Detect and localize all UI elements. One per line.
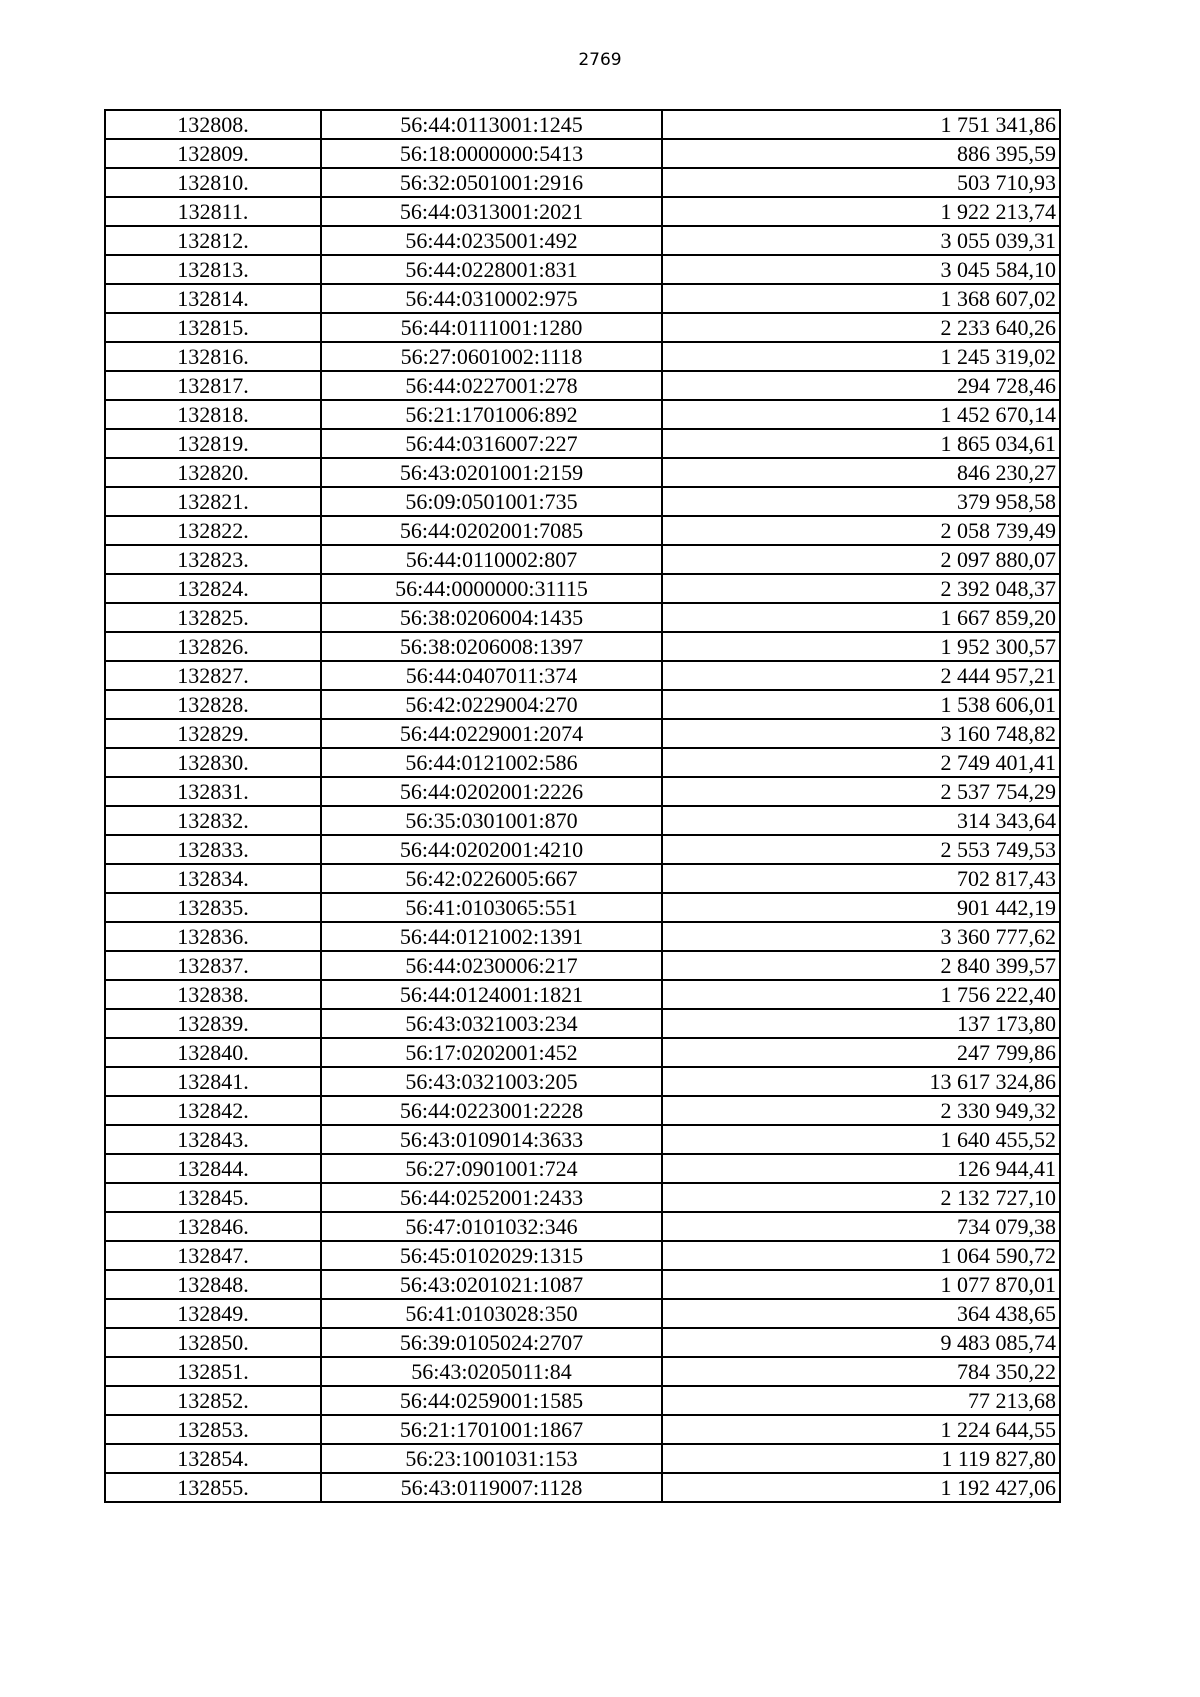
row-number-cell: 132839. — [105, 1009, 321, 1038]
row-number-cell: 132853. — [105, 1415, 321, 1444]
table-row — [105, 1415, 1060, 1444]
table-row — [105, 1067, 1060, 1096]
table-row — [105, 1038, 1060, 1067]
row-number-cell: 132848. — [105, 1270, 321, 1299]
row-number-cell: 132832. — [105, 806, 321, 835]
table-row — [105, 893, 1060, 922]
row-number-cell: 132836. — [105, 922, 321, 951]
cadastral-value-cell: 2 233 640,26 — [662, 313, 1060, 342]
table-row — [105, 429, 1060, 458]
cadastral-number-cell: 56:44:0202001:7085 — [321, 516, 662, 545]
table-row — [105, 1299, 1060, 1328]
cadastral-number-cell: 56:44:0000000:31115 — [321, 574, 662, 603]
cadastral-number-cell: 56:09:0501001:735 — [321, 487, 662, 516]
cadastral-number-cell: 56:43:0321003:234 — [321, 1009, 662, 1038]
table-row — [105, 661, 1060, 690]
cadastral-number-cell: 56:27:0901001:724 — [321, 1154, 662, 1183]
table-row — [105, 1328, 1060, 1357]
cadastral-value-cell: 2 840 399,57 — [662, 951, 1060, 980]
cadastral-number-cell: 56:43:0201021:1087 — [321, 1270, 662, 1299]
table-row — [105, 284, 1060, 313]
cadastral-number-cell: 56:44:0227001:278 — [321, 371, 662, 400]
cadastral-number-cell: 56:44:0252001:2433 — [321, 1183, 662, 1212]
table-row — [105, 603, 1060, 632]
cadastral-number-cell: 56:39:0105024:2707 — [321, 1328, 662, 1357]
table-row — [105, 197, 1060, 226]
table-row — [105, 139, 1060, 168]
table-row — [105, 487, 1060, 516]
cadastral-value-cell: 379 958,58 — [662, 487, 1060, 516]
table-row — [105, 835, 1060, 864]
row-number-cell: 132845. — [105, 1183, 321, 1212]
cadastral-number-cell: 56:41:0103065:551 — [321, 893, 662, 922]
table-row — [105, 1357, 1060, 1386]
cadastral-value-cell: 77 213,68 — [662, 1386, 1060, 1415]
row-number-cell: 132855. — [105, 1473, 321, 1502]
row-number-cell: 132850. — [105, 1328, 321, 1357]
cadastral-number-cell: 56:44:0110002:807 — [321, 545, 662, 574]
cadastral-value-cell: 2 444 957,21 — [662, 661, 1060, 690]
row-number-cell: 132844. — [105, 1154, 321, 1183]
cadastral-value-cell: 3 160 748,82 — [662, 719, 1060, 748]
cadastral-number-cell: 56:44:0229001:2074 — [321, 719, 662, 748]
cadastral-number-cell: 56:17:0202001:452 — [321, 1038, 662, 1067]
row-number-cell: 132824. — [105, 574, 321, 603]
table-row — [105, 1096, 1060, 1125]
table-row — [105, 110, 1060, 139]
row-number-cell: 132825. — [105, 603, 321, 632]
cadastral-number-cell: 56:21:1701001:1867 — [321, 1415, 662, 1444]
cadastral-number-cell: 56:45:0102029:1315 — [321, 1241, 662, 1270]
row-number-cell: 132823. — [105, 545, 321, 574]
table-row — [105, 168, 1060, 197]
row-number-cell: 132835. — [105, 893, 321, 922]
cadastral-value-cell: 294 728,46 — [662, 371, 1060, 400]
table-row — [105, 516, 1060, 545]
table-row — [105, 864, 1060, 893]
page-number: 2769 — [578, 50, 622, 70]
cadastral-value-cell: 3 055 039,31 — [662, 226, 1060, 255]
cadastral-number-cell: 56:44:0310002:975 — [321, 284, 662, 313]
row-number-cell: 132830. — [105, 748, 321, 777]
cadastral-value-cell: 1 192 427,06 — [662, 1473, 1060, 1502]
cadastral-number-cell: 56:44:0121002:586 — [321, 748, 662, 777]
cadastral-value-cell: 2 749 401,41 — [662, 748, 1060, 777]
row-number-cell: 132842. — [105, 1096, 321, 1125]
table-row — [105, 951, 1060, 980]
row-number-cell: 132827. — [105, 661, 321, 690]
table-row — [105, 458, 1060, 487]
row-number-cell: 132808. — [105, 110, 321, 139]
row-number-cell: 132822. — [105, 516, 321, 545]
row-number-cell: 132837. — [105, 951, 321, 980]
cadastral-number-cell: 56:27:0601002:1118 — [321, 342, 662, 371]
cadastral-value-table — [104, 109, 1061, 1503]
table-row — [105, 342, 1060, 371]
cadastral-number-cell: 56:44:0223001:2228 — [321, 1096, 662, 1125]
row-number-cell: 132854. — [105, 1444, 321, 1473]
cadastral-value-cell: 734 079,38 — [662, 1212, 1060, 1241]
cadastral-number-cell: 56:43:0119007:1128 — [321, 1473, 662, 1502]
cadastral-value-cell: 1 119 827,80 — [662, 1444, 1060, 1473]
row-number-cell: 132847. — [105, 1241, 321, 1270]
cadastral-number-cell: 56:43:0205011:84 — [321, 1357, 662, 1386]
cadastral-number-cell: 56:38:0206008:1397 — [321, 632, 662, 661]
cadastral-value-cell: 3 360 777,62 — [662, 922, 1060, 951]
row-number-cell: 132813. — [105, 255, 321, 284]
table-row — [105, 371, 1060, 400]
table-row — [105, 1270, 1060, 1299]
row-number-cell: 132846. — [105, 1212, 321, 1241]
cadastral-value-cell: 126 944,41 — [662, 1154, 1060, 1183]
row-number-cell: 132851. — [105, 1357, 321, 1386]
cadastral-value-cell: 2 097 880,07 — [662, 545, 1060, 574]
cadastral-value-cell: 13 617 324,86 — [662, 1067, 1060, 1096]
table-row — [105, 719, 1060, 748]
row-number-cell: 132809. — [105, 139, 321, 168]
cadastral-value-cell: 2 058 739,49 — [662, 516, 1060, 545]
cadastral-number-cell: 56:23:1001031:153 — [321, 1444, 662, 1473]
table-row — [105, 1241, 1060, 1270]
table-row — [105, 1212, 1060, 1241]
cadastral-value-cell: 1 865 034,61 — [662, 429, 1060, 458]
cadastral-value-cell: 702 817,43 — [662, 864, 1060, 893]
table-row — [105, 1154, 1060, 1183]
row-number-cell: 132816. — [105, 342, 321, 371]
cadastral-number-cell: 56:44:0259001:1585 — [321, 1386, 662, 1415]
cadastral-number-cell: 56:41:0103028:350 — [321, 1299, 662, 1328]
table-row — [105, 748, 1060, 777]
row-number-cell: 132849. — [105, 1299, 321, 1328]
table-row — [105, 1386, 1060, 1415]
cadastral-value-cell: 2 537 754,29 — [662, 777, 1060, 806]
cadastral-number-cell: 56:44:0316007:227 — [321, 429, 662, 458]
table-row — [105, 313, 1060, 342]
cadastral-number-cell: 56:43:0201001:2159 — [321, 458, 662, 487]
row-number-cell: 132817. — [105, 371, 321, 400]
row-number-cell: 132829. — [105, 719, 321, 748]
cadastral-value-cell: 2 553 749,53 — [662, 835, 1060, 864]
cadastral-number-cell: 56:35:0301001:870 — [321, 806, 662, 835]
row-number-cell: 132812. — [105, 226, 321, 255]
row-number-cell: 132810. — [105, 168, 321, 197]
cadastral-value-cell: 1 368 607,02 — [662, 284, 1060, 313]
cadastral-value-cell: 901 442,19 — [662, 893, 1060, 922]
cadastral-number-cell: 56:43:0109014:3633 — [321, 1125, 662, 1154]
cadastral-value-cell: 846 230,27 — [662, 458, 1060, 487]
cadastral-value-cell: 784 350,22 — [662, 1357, 1060, 1386]
row-number-cell: 132811. — [105, 197, 321, 226]
cadastral-value-cell: 1 064 590,72 — [662, 1241, 1060, 1270]
cadastral-value-cell: 1 640 455,52 — [662, 1125, 1060, 1154]
table-row — [105, 255, 1060, 284]
table-row — [105, 806, 1060, 835]
row-number-cell: 132828. — [105, 690, 321, 719]
table-row — [105, 1183, 1060, 1212]
row-number-cell: 132840. — [105, 1038, 321, 1067]
table-row — [105, 1125, 1060, 1154]
cadastral-value-cell: 1 245 319,02 — [662, 342, 1060, 371]
cadastral-value-cell: 1 751 341,86 — [662, 110, 1060, 139]
row-number-cell: 132815. — [105, 313, 321, 342]
cadastral-number-cell: 56:42:0226005:667 — [321, 864, 662, 893]
row-number-cell: 132826. — [105, 632, 321, 661]
row-number-cell: 132843. — [105, 1125, 321, 1154]
cadastral-value-cell: 1 224 644,55 — [662, 1415, 1060, 1444]
cadastral-number-cell: 56:38:0206004:1435 — [321, 603, 662, 632]
cadastral-value-cell: 1 538 606,01 — [662, 690, 1060, 719]
row-number-cell: 132841. — [105, 1067, 321, 1096]
cadastral-value-cell: 1 756 222,40 — [662, 980, 1060, 1009]
cadastral-value-cell: 1 922 213,74 — [662, 197, 1060, 226]
cadastral-number-cell: 56:44:0202001:2226 — [321, 777, 662, 806]
cadastral-value-cell: 2 330 949,32 — [662, 1096, 1060, 1125]
row-number-cell: 132821. — [105, 487, 321, 516]
cadastral-value-cell: 1 952 300,57 — [662, 632, 1060, 661]
table-row — [105, 226, 1060, 255]
table-row — [105, 574, 1060, 603]
cadastral-number-cell: 56:44:0124001:1821 — [321, 980, 662, 1009]
cadastral-value-cell: 247 799,86 — [662, 1038, 1060, 1067]
cadastral-value-cell: 1 667 859,20 — [662, 603, 1060, 632]
table-row — [105, 980, 1060, 1009]
table-row — [105, 545, 1060, 574]
cadastral-value-cell: 314 343,64 — [662, 806, 1060, 835]
cadastral-value-cell: 2 392 048,37 — [662, 574, 1060, 603]
row-number-cell: 132814. — [105, 284, 321, 313]
cadastral-number-cell: 56:44:0111001:1280 — [321, 313, 662, 342]
cadastral-number-cell: 56:18:0000000:5413 — [321, 139, 662, 168]
cadastral-number-cell: 56:44:0202001:4210 — [321, 835, 662, 864]
row-number-cell: 132819. — [105, 429, 321, 458]
table-body — [105, 110, 1060, 1502]
cadastral-value-cell: 3 045 584,10 — [662, 255, 1060, 284]
cadastral-number-cell: 56:21:1701006:892 — [321, 400, 662, 429]
cadastral-value-cell: 9 483 085,74 — [662, 1328, 1060, 1357]
cadastral-number-cell: 56:32:0501001:2916 — [321, 168, 662, 197]
row-number-cell: 132820. — [105, 458, 321, 487]
row-number-cell: 132831. — [105, 777, 321, 806]
cadastral-number-cell: 56:43:0321003:205 — [321, 1067, 662, 1096]
cadastral-number-cell: 56:44:0230006:217 — [321, 951, 662, 980]
cadastral-value-cell: 364 438,65 — [662, 1299, 1060, 1328]
cadastral-value-cell: 1 077 870,01 — [662, 1270, 1060, 1299]
table-row — [105, 632, 1060, 661]
cadastral-value-cell: 1 452 670,14 — [662, 400, 1060, 429]
cadastral-number-cell: 56:44:0235001:492 — [321, 226, 662, 255]
row-number-cell: 132833. — [105, 835, 321, 864]
cadastral-number-cell: 56:42:0229004:270 — [321, 690, 662, 719]
table-row — [105, 1473, 1060, 1502]
cadastral-value-cell: 2 132 727,10 — [662, 1183, 1060, 1212]
cadastral-number-cell: 56:47:0101032:346 — [321, 1212, 662, 1241]
cadastral-value-cell: 503 710,93 — [662, 168, 1060, 197]
row-number-cell: 132852. — [105, 1386, 321, 1415]
table-row — [105, 922, 1060, 951]
cadastral-value-cell: 137 173,80 — [662, 1009, 1060, 1038]
table-row — [105, 400, 1060, 429]
row-number-cell: 132834. — [105, 864, 321, 893]
cadastral-value-cell: 886 395,59 — [662, 139, 1060, 168]
row-number-cell: 132838. — [105, 980, 321, 1009]
cadastral-number-cell: 56:44:0228001:831 — [321, 255, 662, 284]
row-number-cell: 132818. — [105, 400, 321, 429]
table-row — [105, 1009, 1060, 1038]
table-row — [105, 1444, 1060, 1473]
cadastral-number-cell: 56:44:0121002:1391 — [321, 922, 662, 951]
table-row — [105, 690, 1060, 719]
cadastral-number-cell: 56:44:0407011:374 — [321, 661, 662, 690]
cadastral-number-cell: 56:44:0113001:1245 — [321, 110, 662, 139]
table-row — [105, 777, 1060, 806]
cadastral-number-cell: 56:44:0313001:2021 — [321, 197, 662, 226]
